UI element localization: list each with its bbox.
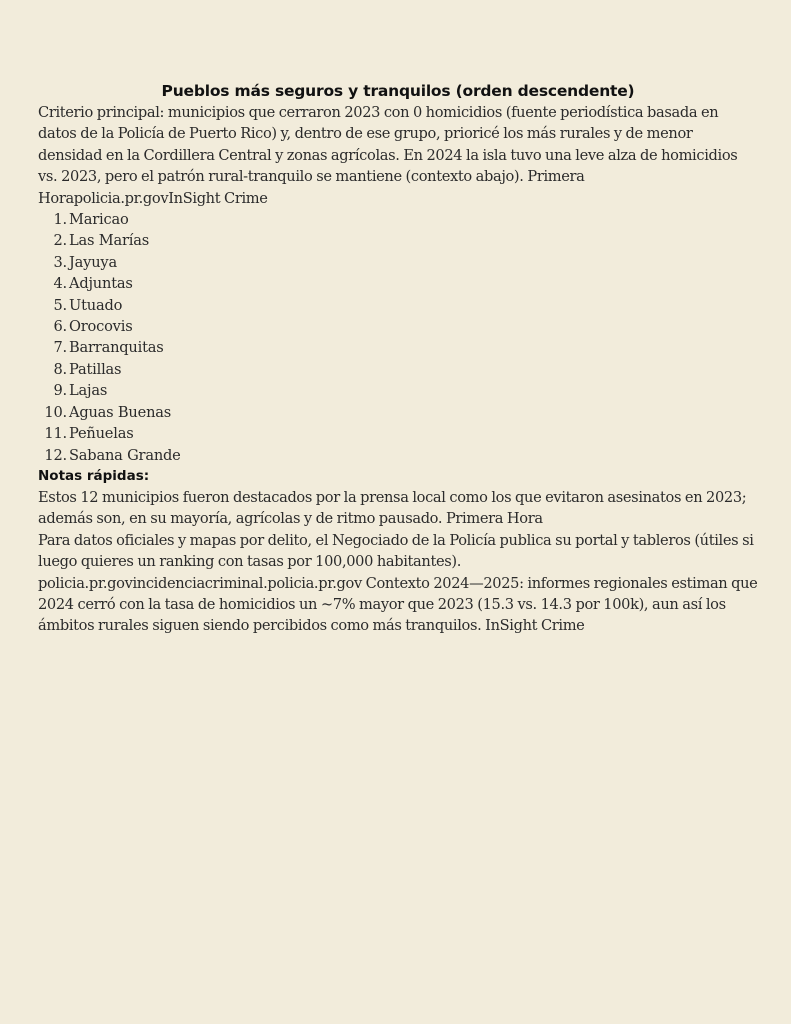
list-item-rank: 9. <box>53 382 67 400</box>
list-item <box>38 380 758 401</box>
list-item-rank: 4. <box>53 275 67 293</box>
list-item-name: Peñuelas <box>69 425 134 443</box>
list-item-rank: 12. <box>44 446 67 464</box>
list-item-name: Orocovis <box>69 318 133 336</box>
list-item <box>38 273 758 294</box>
towns-list <box>38 209 758 466</box>
list-item <box>38 337 758 358</box>
document-page <box>38 80 758 637</box>
list-item <box>38 209 758 230</box>
list-item-name: Maricao <box>69 211 129 229</box>
list-item <box>38 402 758 423</box>
notes-heading: Notas rápidas: <box>38 467 150 484</box>
document-title: Pueblos más seguros y tranquilos (orden descendente) <box>161 82 635 100</box>
list-item <box>38 230 758 251</box>
list-item-rank: 7. <box>53 339 67 357</box>
list-item-name: Sabana Grande <box>69 446 181 464</box>
list-item <box>38 445 758 466</box>
list-item-rank: 6. <box>53 318 67 336</box>
list-item <box>38 295 758 316</box>
list-item-rank: 3. <box>53 253 67 271</box>
list-item-name: Las Marías <box>69 232 149 250</box>
list-item-rank: 11. <box>44 425 67 443</box>
list-item-rank: 1. <box>53 211 67 229</box>
list-item <box>38 316 758 337</box>
list-item-rank: 2. <box>53 232 67 250</box>
list-item-rank: 8. <box>53 360 67 378</box>
note-paragraph: policia.pr.govincidenciacriminal.policia.pr.gov Contexto 2024—2025: informes regionales estiman que 2024 cerró con la tasa de homicidios un ~7% mayor que 2023 (15.3 vs. 14.3 por 100k), aun así los ámbitos rurales siguen siendo percibidos como más tranquilos. InSight Crime <box>38 574 758 635</box>
list-item-rank: 5. <box>53 296 67 314</box>
list-item-rank: 10. <box>44 403 67 421</box>
list-item-name: Utuado <box>69 296 123 314</box>
list-item-name: Jayuya <box>69 253 117 271</box>
note-paragraph: Estos 12 municipios fueron destacados por la prensa local como los que evitaron asesinatos en 2023; además son, en su mayoría, agrícolas y de ritmo pausado. Primera Hora <box>38 488 747 528</box>
list-item <box>38 359 758 380</box>
list-item-name: Lajas <box>69 382 108 400</box>
list-item-name: Aguas Buenas <box>69 403 172 421</box>
list-item-name: Patillas <box>69 360 122 378</box>
intro-paragraph: Criterio principal: municipios que cerraron 2023 con 0 homicidios (fuente periodística basada en datos de la Policía de Puerto Rico) y, dentro de ese grupo, prioricé los más rurales y de menor densidad en la Cordillera Central y zonas agrícolas. En 2024 la isla tuvo una leve alza de homicidios vs. 2023, pero el patrón rural-tranquilo se mantiene (contexto abajo). Primera Horapolicia.pr.govInSight Crime <box>38 104 738 207</box>
note-paragraph: Para datos oficiales y mapas por delito, el Negociado de la Policía publica su portal y tableros (útiles si luego quieres un ranking con tasas por 100,000 habitantes). <box>38 531 754 571</box>
list-item-name: Barranquitas <box>69 339 164 357</box>
list-item <box>38 252 758 273</box>
list-item-name: Adjuntas <box>69 275 133 293</box>
list-item <box>38 423 758 444</box>
